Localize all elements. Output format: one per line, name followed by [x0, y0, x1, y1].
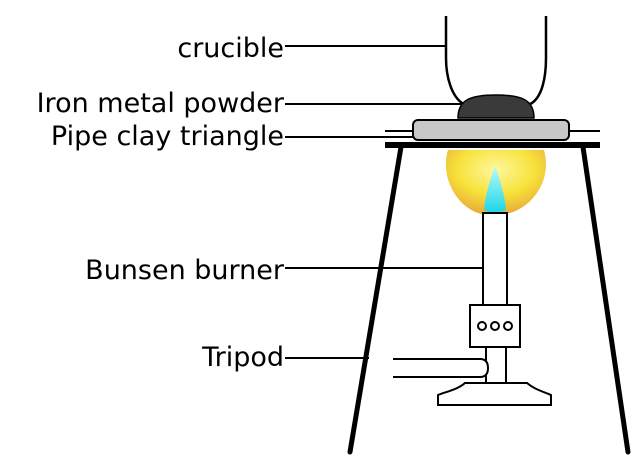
clay-triangle-bar	[413, 120, 569, 140]
flame	[446, 150, 546, 215]
label-bunsen-burner: Bunsen burner	[85, 255, 284, 286]
label-iron-metal-powder: Iron metal powder	[36, 88, 284, 119]
air-hole-icon	[478, 322, 486, 330]
gas-inlet-tube	[393, 359, 488, 377]
crucible-body	[446, 16, 546, 108]
air-hole-icon	[504, 322, 512, 330]
tripod-right-leg	[583, 147, 628, 452]
burner-base	[438, 383, 551, 405]
iron-metal-powder	[458, 95, 534, 118]
crucible	[446, 16, 546, 118]
air-hole-icon	[491, 322, 499, 330]
burner-barrel	[483, 213, 507, 308]
burner-stem	[486, 347, 506, 383]
tripod-left-leg	[350, 147, 401, 452]
label-crucible: crucible	[177, 33, 284, 64]
tripod-top-ring	[385, 142, 600, 148]
pipe-clay-triangle	[385, 120, 600, 145]
bunsen-burner	[393, 213, 551, 405]
label-pipe-clay-triangle: Pipe clay triangle	[50, 121, 284, 152]
label-tripod: Tripod	[202, 342, 284, 373]
